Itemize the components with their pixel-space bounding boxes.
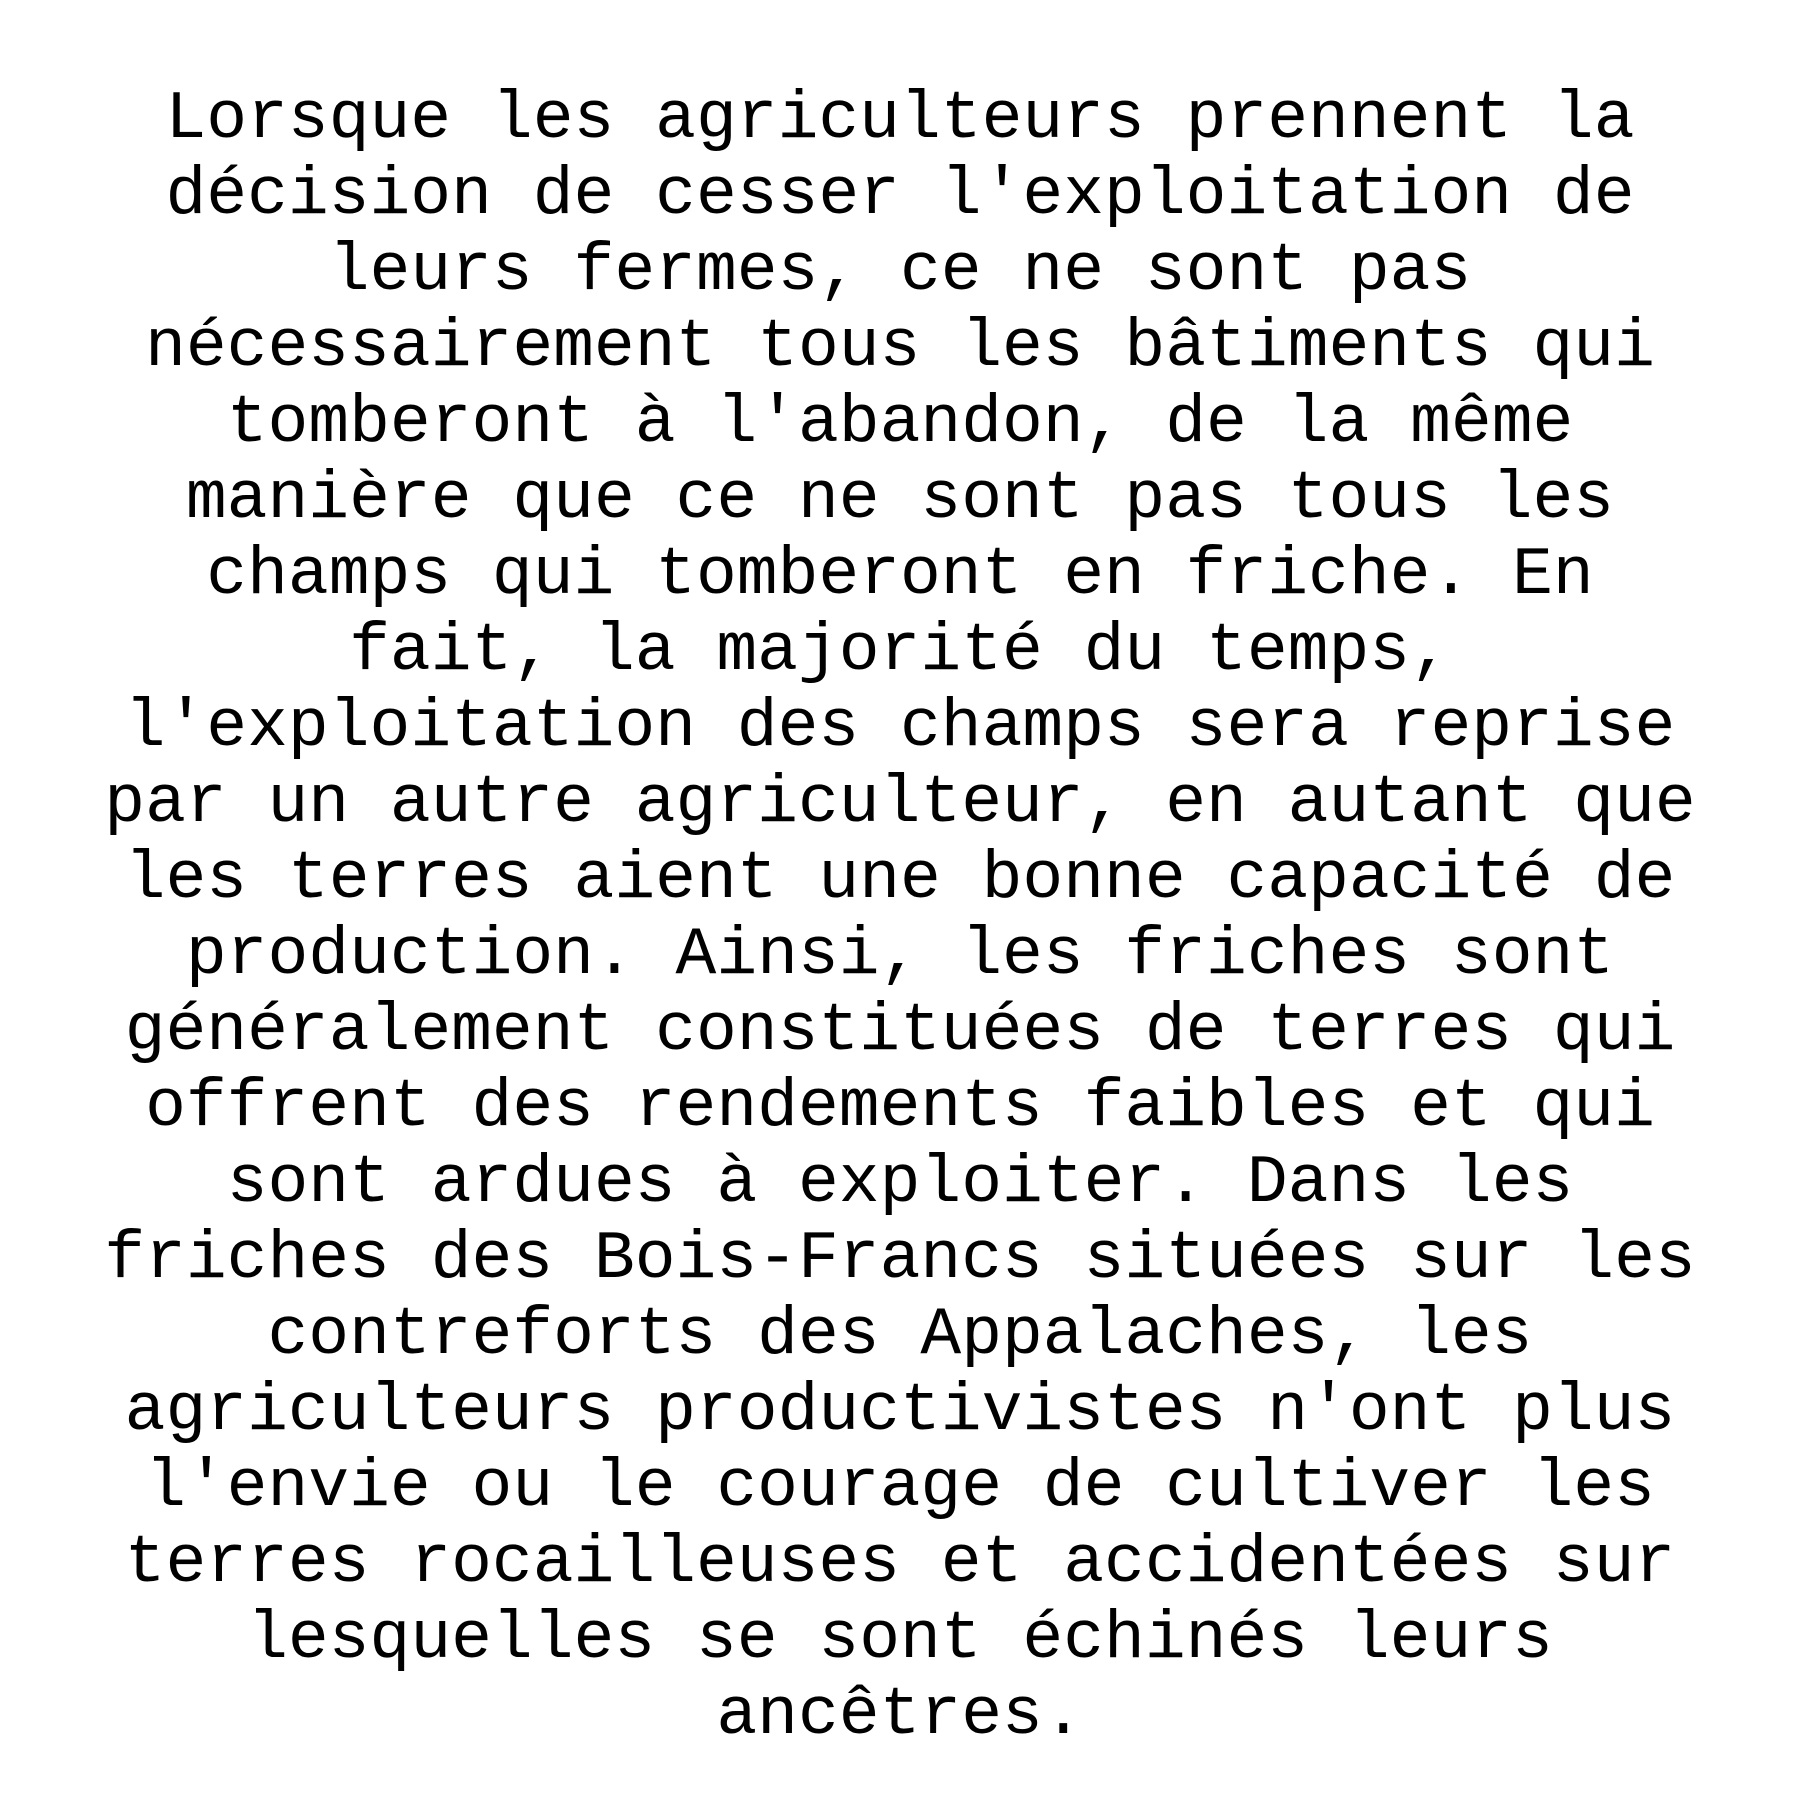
text-line: les terres aient une bonne capacité de: [124, 841, 1676, 918]
text-line: friches des Bois-Francs situées sur les: [104, 1221, 1696, 1298]
text-line: terres rocailleuses et accidentées sur: [124, 1525, 1676, 1602]
text-line: champs qui tomberont en friche. En: [206, 537, 1594, 614]
text-line: décision de cesser l'exploitation de: [165, 157, 1635, 234]
text-line: fait, la majorité du temps,: [349, 613, 1451, 690]
text-page: [0, 82, 1800, 1754]
text-line: généralement constituées de terres qui: [124, 993, 1676, 1070]
text-line: manière que ce ne sont pas tous les: [185, 461, 1615, 538]
text-line: sont ardues à exploiter. Dans les: [226, 1145, 1574, 1222]
text-line: l'envie ou le courage de cultiver les: [145, 1449, 1655, 1526]
text-line: nécessairement tous les bâtiments qui: [145, 309, 1655, 386]
text-line: leurs fermes, ce ne sont pas: [328, 233, 1472, 310]
text-line: l'exploitation des champs sera reprise: [124, 689, 1676, 766]
text-line: lesquelles se sont échinés leurs: [247, 1601, 1553, 1678]
text-line: ancêtres.: [716, 1677, 1084, 1754]
text-line: offrent des rendements faibles et qui: [145, 1069, 1655, 1146]
text-line: tomberont à l'abandon, de la même: [226, 385, 1574, 462]
text-line: agriculteurs productivistes n'ont plus: [124, 1373, 1676, 1450]
text-line: contreforts des Appalaches, les: [267, 1297, 1533, 1374]
text-line: par un autre agriculteur, en autant que: [104, 765, 1696, 842]
text-line: Lorsque les agriculteurs prennent la: [165, 81, 1635, 158]
text-line: production. Ainsi, les friches sont: [185, 917, 1615, 994]
